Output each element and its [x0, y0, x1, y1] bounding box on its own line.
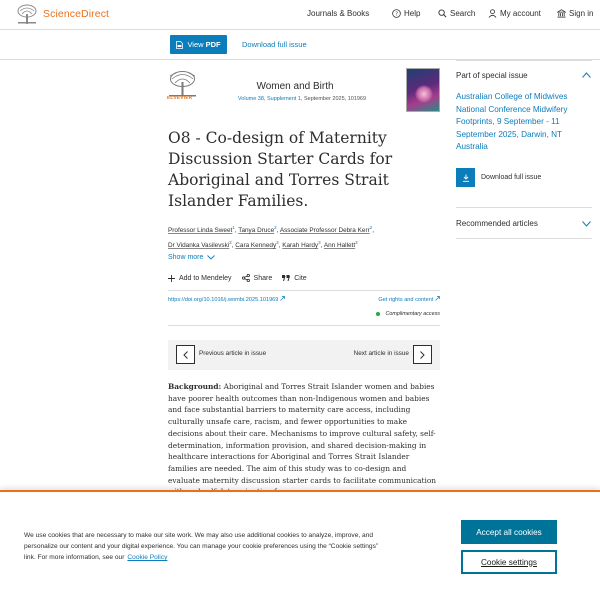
user-icon [488, 9, 497, 18]
journal-volume-info [222, 96, 382, 102]
author-list [168, 222, 440, 252]
share-icon [242, 274, 250, 282]
divider [456, 207, 592, 208]
author-affiliation-sup: 3 [276, 240, 279, 246]
brand-name: ScienceDirect [43, 8, 110, 20]
divider [168, 290, 440, 291]
author-link[interactable]: Ann Hallett [323, 242, 356, 250]
author-link[interactable]: Dr Vidanka Vasilevski [168, 242, 230, 250]
view-pdf-prefix: View [187, 40, 204, 49]
plus-icon [168, 275, 175, 282]
cookie-banner [0, 490, 600, 600]
chevron-down-icon [207, 255, 215, 260]
volume-link[interactable]: Volume 38, Supplement 1 [237, 96, 301, 102]
nav-journals-books[interactable] [307, 9, 369, 18]
divider [456, 238, 592, 239]
author-separator: , [278, 242, 283, 250]
access-status [376, 311, 440, 317]
download-icon [456, 168, 475, 187]
special-issue-heading[interactable]: Part of special issue [456, 71, 528, 80]
external-link-icon [435, 296, 440, 301]
author-link[interactable]: Associate Professor Debra Kerr [279, 227, 370, 235]
access-dot-icon [376, 312, 380, 316]
chevron-up-icon[interactable] [582, 72, 591, 78]
author-separator: , [372, 227, 374, 235]
author-link[interactable]: Tanya Druce [238, 227, 275, 235]
abstract-heading: Background: [168, 382, 222, 391]
nav-journals-label: Journals & Books [307, 9, 370, 18]
abstract-body: Aboriginal and Torres Strait Islander women and babies have poorer health outcomes than non-Indigenous women and babies and face substantial barriers to maternity care access, including culturally unsafe care, racism, and fewer opportunities to make decisions about their care. Mechanisms to improve cultural safety, self-determination, information provision, and shared decision-making in healthcare interactions for Aboriginal and Torres Strait Islander families are needed. The aim of this study was to co-design and evaluate maternity discussion starter cards to facilitate communication [168, 382, 437, 485]
journal-title[interactable]: Women and Birth [256, 81, 334, 92]
nav-sign-in[interactable] [557, 9, 593, 18]
svg-text:?: ? [395, 11, 398, 18]
author-separator: , [320, 242, 324, 250]
cite-button[interactable] [282, 274, 306, 282]
share-button[interactable] [242, 274, 273, 282]
mendeley-label: Add to Mendeley [179, 274, 232, 282]
sidebar-download-full-issue[interactable] [456, 168, 541, 187]
accept-all-cookies-button[interactable]: Accept all cookies [461, 520, 557, 544]
author-affiliation-sup: 3 [355, 240, 358, 246]
author-affiliation-sup: 3 [318, 240, 321, 246]
article-title: O8 - Co-design of Maternity Discussion Starter Cards for Aboriginal and Torres Strait Islander Families. [168, 129, 393, 210]
cookie-message: We use cookies that are necessary to make our site work. We may also use additional cookies to analyze, improve, and personalize our content and your digital experience. You can manage your cookie preferences using the “Cookie settings” link. For more information, see our [24, 532, 379, 562]
author-link[interactable]: Karah Hardy [282, 242, 319, 250]
article-toolbar [0, 30, 600, 60]
nav-account-label: My account [500, 9, 541, 18]
divider [456, 60, 592, 61]
external-link-icon [280, 296, 285, 301]
author-affiliation-sup: 1 [232, 225, 235, 230]
show-more-button[interactable] [168, 254, 215, 261]
sciencedirect-logo[interactable] [16, 4, 109, 24]
author-link[interactable]: Professor Linda Sweet [168, 227, 233, 235]
recommended-articles-heading[interactable]: Recommended articles [456, 219, 538, 228]
next-article-button[interactable] [413, 345, 432, 364]
author-affiliation-sup: 2 [369, 225, 373, 230]
next-article-label[interactable]: Next article in issue [353, 350, 409, 357]
access-label: Complimentary access [385, 311, 440, 317]
chevron-left-icon [183, 351, 188, 359]
view-pdf-button[interactable] [170, 35, 227, 54]
cookie-text [24, 530, 384, 564]
pdf-icon [176, 41, 183, 49]
author-link[interactable]: Cara Kennedy [235, 242, 277, 250]
cookie-settings-button[interactable]: Cookie settings [461, 550, 557, 574]
author-separator: , [234, 227, 239, 235]
author-affiliation-sup: 2 [274, 225, 277, 230]
nav-help-label: Help [404, 9, 421, 18]
nav-my-account[interactable] [488, 9, 541, 18]
author-affiliation-sup: 2 [229, 240, 232, 246]
nav-search-label: Search [450, 9, 476, 18]
search-icon [438, 9, 447, 18]
divider [168, 325, 440, 326]
chevron-down-icon[interactable] [582, 221, 591, 227]
volume-date: , September 2025, 101969 [300, 96, 367, 102]
nav-search[interactable] [438, 9, 475, 18]
elsevier-tree-icon [16, 4, 38, 24]
abstract-text [168, 381, 440, 498]
help-icon [392, 9, 401, 18]
show-more-label: Show more [168, 254, 204, 261]
share-label: Share [253, 274, 273, 282]
view-pdf-bold: PDF [205, 40, 221, 49]
doi-link[interactable]: https://doi.org/10.1016/j.wombi.2025.101969 [168, 296, 285, 303]
chevron-right-icon [420, 351, 425, 359]
cite-label: Cite [294, 274, 307, 282]
nav-signin-label: Sign in [569, 9, 594, 18]
add-to-mendeley-button[interactable] [168, 274, 232, 282]
article-actions [168, 274, 317, 282]
quote-icon [282, 275, 290, 281]
download-full-issue-link[interactable]: Download full issue [242, 40, 307, 49]
cookie-policy-link[interactable]: Cookie Policy [127, 554, 168, 562]
previous-article-button[interactable] [176, 345, 195, 364]
rights-link[interactable]: Get rights and content [378, 296, 440, 303]
author-separator: , [231, 242, 236, 250]
article-navigation [168, 340, 440, 370]
nav-help[interactable] [392, 9, 420, 18]
journal-cover-image[interactable] [406, 68, 440, 112]
previous-article-label[interactable]: Previous article in issue [199, 350, 267, 357]
elsevier-wordmark: ELSEVIER [167, 95, 193, 100]
top-header [0, 0, 600, 30]
special-issue-link[interactable]: Australian College of Midwives National Conference Midwifery Footprints, 9 September - 11 September 2025, Darwin, NT Australia [456, 92, 568, 151]
sidebar-download-label: Download full issue [481, 174, 542, 181]
author-separator: , [276, 227, 280, 235]
institution-icon [557, 9, 566, 18]
